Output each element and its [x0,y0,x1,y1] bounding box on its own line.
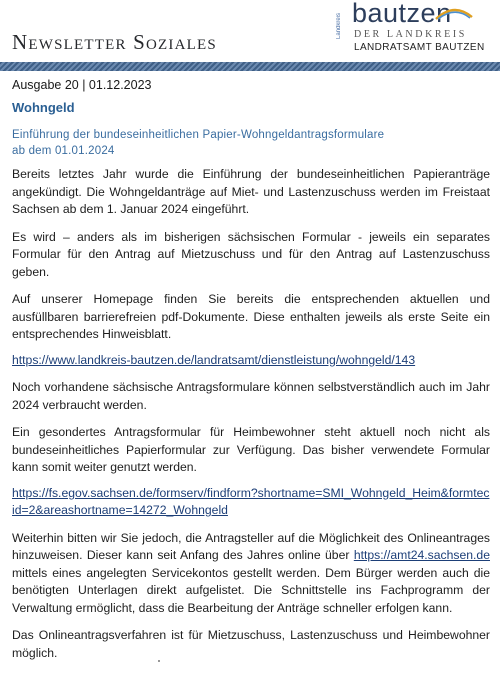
section-title: Wohngeld [12,100,75,115]
paragraph-intro: Bereits letztes Jahr wurde die Einführung der bundeseinheitlichen Papieranträge angekündigt. Die Wohngeldanträge auf Miet- und Lastenzuschuss werden im Freistaat Sachsen ab dem 1. Januar 2024 eingeführt. [12,167,490,216]
paragraph-old-forms: Noch vorhandene sächsische Antragsformulare können selbstverständlich auch im Jahr 2024 verbraucht werden. [12,380,490,412]
paragraph-online-application [12,530,490,618]
subheading-line-1: Einführung der bundeseinheitlichen Papier-Wohngeldantragsformulare [12,129,385,141]
header-divider [0,62,500,71]
logo-subtitle: DER LANDKREIS [354,29,467,40]
page-header [0,0,500,66]
issue-line: Ausgabe 20 | 01.12.2023 [12,78,152,92]
scan-dot [158,660,160,662]
newsletter-title: Newsletter Soziales [12,30,217,54]
landkreis-bautzen-logo [336,2,496,54]
logo-wordmark: bautzen [352,0,452,28]
online-text-before: Weiterhin bitten wir Sie jedoch, die Antragsteller auf die Möglichkeit des Onlineantrages hinzuweisen. Dieser kann seit Anfang des Jahres online über [12,530,490,562]
paragraph-homepage: Auf unserer Homepage finden Sie bereits die entsprechenden aktuellen und ausfüllbaren barrierefreien pdf-Dokumente. Diese enthalten jeweils als erste Seite ein entsprechendes Hinweisblatt. [12,292,490,341]
paragraph-separate-forms: Es wird – anders als im bisherigen sächsischen Formular - jeweils ein separates Formular für den Antrag auf Mietzuschuss und für den Antrag auf Lastenzuschuss geben. [12,229,490,279]
heimbewohner-form-link[interactable]: https://fs.egov.sachsen.de/formserv/findform?shortname=SMI_Wohngeld_Heim&formtecid=2&areashortname=14272_Wohngeld [12,485,490,517]
article-subheading [12,127,490,159]
online-text-after: mittels eines angelegten Servicekontos gestellt werden. Dem Bürger werden auch die benötigten Unterlagen direkt aufgelistet. Die Schnittstelle ins Fachprogramm der Verwaltung ermöglicht, dass die Bearbeitung der Anträge schneller erfolgen kann. [12,565,490,615]
homepage-link[interactable]: https://www.landkreis-bautzen.de/landratsamt/dienstleistung/wohngeld/143 [12,352,416,367]
logo-side-text: Landkreis [336,13,342,40]
logo-arc-icon [434,6,474,20]
subheading-line-2: ab dem 01.01.2024 [12,145,115,157]
logo-authority: LANDRATSAMT BAUTZEN [354,42,485,53]
newsletter-body [12,76,490,662]
paragraph-heimbewohner: Ein gesondertes Antragsformular für Heimbewohner steht aktuell noch nicht als bundeseinheitliches Papierformular zur Verfügung. Das bisher verwendete Formular kann somit weiter genutzt werden. [12,425,490,474]
paragraph-online-scope: Das Onlineantragsverfahren ist für Mietzuschuss, Lastenzuschuss und Heimbewohner möglich. [12,628,490,660]
amt24-link[interactable]: https://amt24.sachsen.de [353,548,490,562]
